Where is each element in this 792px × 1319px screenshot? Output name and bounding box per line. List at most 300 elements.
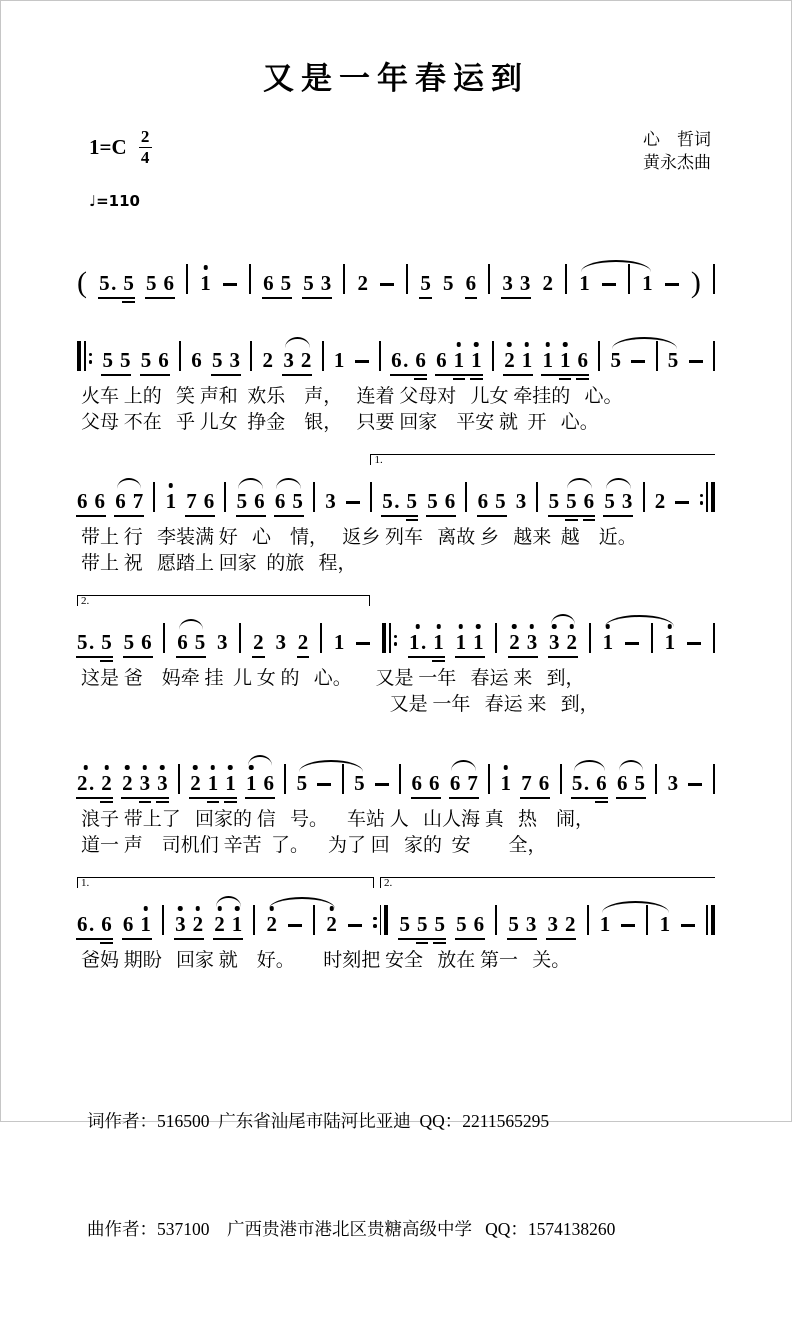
note [604, 491, 615, 512]
barline [343, 264, 345, 294]
note [204, 491, 215, 512]
note-number: 3 [547, 912, 558, 936]
note [577, 350, 588, 371]
note [565, 914, 576, 935]
note-group [420, 273, 431, 294]
note [427, 491, 438, 512]
beam-underline [501, 297, 531, 299]
note-number: 2 [566, 630, 577, 654]
note [225, 773, 236, 794]
beam-underline [98, 297, 135, 299]
volta-label: 2. [81, 595, 90, 607]
note-number: 1 [602, 630, 614, 654]
note [77, 491, 88, 512]
note-number: 5 [420, 271, 431, 295]
note [466, 273, 477, 294]
note-group [572, 773, 607, 794]
note-group [427, 491, 455, 512]
lyrics-row: 道一 声 司机们 辛苦 了。 为了 回 家的 安 全， [81, 835, 547, 856]
beam-underline [114, 515, 144, 517]
score-system [77, 234, 715, 299]
note [166, 491, 177, 512]
note [95, 491, 106, 512]
repeat-dots [89, 353, 93, 364]
end-repeat-sign [700, 482, 715, 512]
note-number: 5 [571, 771, 583, 795]
beam-underline [121, 797, 169, 799]
note-number: 5 [119, 348, 131, 372]
note-number: 2 [214, 912, 225, 936]
note [292, 491, 303, 512]
note [504, 350, 515, 371]
note [232, 914, 243, 935]
note [283, 350, 294, 371]
note [186, 491, 197, 512]
thick-barline [384, 905, 388, 935]
beam-underline [408, 656, 445, 658]
note-number: 6 [163, 271, 174, 295]
dash-continuation [665, 283, 679, 286]
note [77, 773, 94, 794]
note-group [122, 773, 168, 794]
note [141, 350, 152, 371]
note-number: 5 [508, 912, 519, 936]
augmentation-dot: . [89, 771, 95, 795]
note [542, 350, 553, 371]
note-group [141, 350, 169, 371]
dash-continuation [346, 501, 360, 504]
time-signature [139, 128, 152, 167]
note-number: 3 [275, 630, 286, 654]
note [539, 773, 550, 794]
beam-underline [411, 797, 441, 799]
note [436, 350, 447, 371]
dash-continuation [621, 924, 635, 927]
barline [313, 905, 315, 935]
beam-underline [189, 797, 237, 799]
note-number: 5 [146, 271, 157, 295]
note [298, 632, 309, 653]
barline [495, 905, 497, 935]
dash-continuation [681, 924, 695, 927]
barline [379, 341, 381, 371]
note [321, 273, 332, 294]
note [124, 632, 135, 653]
slur-arc [285, 337, 310, 348]
augmentation-dot: . [583, 771, 590, 795]
note [164, 273, 175, 294]
note [122, 773, 133, 794]
dash-continuation [223, 283, 237, 286]
measure-row [77, 327, 715, 371]
note-group [246, 773, 274, 794]
note-number: 6 [473, 912, 485, 936]
key-signature: 1=C [89, 135, 127, 160]
note-number: 6 [158, 348, 169, 372]
barline [713, 264, 715, 294]
note [140, 773, 151, 794]
barline [713, 341, 715, 371]
note-group [298, 632, 309, 653]
beam-underline [252, 656, 265, 658]
lyrics-row: 带上 祝 愿踏上 回家 的旅 程， [81, 553, 357, 574]
note [596, 773, 607, 794]
note [543, 273, 554, 294]
footer [77, 1031, 715, 1319]
note [429, 773, 440, 794]
tie-arc [269, 897, 335, 909]
note [527, 632, 538, 653]
note [177, 632, 188, 653]
note-group [391, 350, 426, 371]
note-number: 2 [77, 771, 88, 795]
beam-underline [76, 938, 113, 940]
note [301, 350, 312, 371]
note-number: 5 [99, 271, 110, 295]
note-group [177, 632, 205, 653]
augmentation-dot: . [89, 630, 95, 654]
note-number: 3 [217, 630, 228, 654]
note [560, 350, 571, 371]
parenthesis: ( [77, 266, 87, 299]
slur-arc [451, 760, 476, 771]
dash-continuation [687, 642, 701, 645]
note [434, 914, 445, 935]
score-system [77, 593, 715, 717]
note-group [275, 491, 303, 512]
volta-label: 1. [374, 454, 383, 466]
note [665, 632, 676, 653]
note [275, 491, 286, 512]
note-number: 3 [526, 630, 538, 654]
note [123, 914, 134, 935]
note-number: 2 [542, 271, 553, 295]
lyrics-row: 火车 上的 笑 声和 欢乐 声， 连着 父母对 儿女 牵挂的 心。 [81, 386, 623, 407]
time-signature-denominator: 4 [140, 148, 150, 168]
note-number: 2 [122, 771, 133, 795]
note-number: 6 [94, 489, 105, 513]
beam-underline [465, 297, 478, 299]
note-group [604, 491, 632, 512]
beam-underline [520, 797, 550, 799]
tie-arc [299, 760, 363, 772]
score-meta [77, 128, 715, 174]
note [456, 632, 467, 653]
note-number: 6 [391, 348, 402, 372]
dash-continuation [356, 642, 370, 645]
repeat-dot [700, 494, 704, 498]
dash-continuation [625, 642, 639, 645]
lyrics-row: 又是 一年 春运 来 到， [389, 694, 599, 715]
note [217, 632, 228, 653]
note-group [214, 914, 242, 935]
beam-underline [123, 656, 153, 658]
note [417, 914, 428, 935]
beam-underline [185, 515, 215, 517]
note-number: 3 [667, 771, 679, 795]
note-group [99, 273, 134, 294]
note-group [549, 491, 595, 512]
note [193, 914, 204, 935]
repeat-dot [89, 360, 93, 364]
note [600, 914, 611, 935]
note [99, 273, 116, 294]
note [133, 491, 144, 512]
note [237, 491, 248, 512]
credits [643, 128, 711, 174]
note [579, 273, 590, 294]
note-group [303, 273, 331, 294]
beam-underline [140, 374, 170, 376]
beam-underline [101, 374, 131, 376]
note [146, 273, 157, 294]
barline [488, 264, 490, 294]
note [391, 350, 408, 371]
beam-underline [426, 515, 456, 517]
beam-underline [503, 374, 533, 376]
footer-line-composer: 曲作者：537100 广西贵港市港北区贵糖高级中学 QQ：1574138260 [87, 1219, 616, 1239]
note-group [502, 273, 530, 294]
note [158, 350, 169, 371]
beam-underline [145, 297, 175, 299]
note-group [77, 632, 112, 653]
volta-bracket [370, 454, 715, 465]
note-number: 2 [564, 912, 576, 936]
note [412, 773, 423, 794]
note-number: 6 [77, 489, 88, 513]
note [115, 491, 126, 512]
note [471, 350, 482, 371]
thick-barline [77, 341, 81, 371]
dash-continuation [317, 783, 331, 786]
note-number: 1 [500, 771, 511, 795]
note-group [409, 632, 444, 653]
note [263, 350, 274, 371]
thick-barline [382, 623, 386, 653]
barline [598, 341, 600, 371]
barline [153, 482, 155, 512]
dash-continuation [675, 501, 689, 504]
note [399, 914, 410, 935]
note-group [77, 773, 112, 794]
note-number: 1 [473, 630, 484, 654]
barline [495, 623, 497, 653]
begin-repeat-sign [77, 341, 92, 371]
barline [488, 764, 490, 794]
note [275, 632, 286, 653]
note [415, 350, 426, 371]
note-number: 2 [300, 348, 312, 372]
note [467, 773, 478, 794]
note [610, 350, 621, 371]
beam-underline [297, 656, 310, 658]
beam-underline [211, 374, 241, 376]
tie-arc [612, 337, 677, 349]
note-number: 6 [411, 771, 422, 795]
beam-underline [546, 938, 576, 940]
note-number: 6 [141, 630, 152, 654]
note [454, 350, 465, 371]
note-number: 6 [429, 771, 440, 795]
score-system [77, 875, 715, 973]
slur-arc [117, 478, 142, 489]
repeat-dots [394, 635, 398, 646]
note-number: 6 [191, 348, 202, 372]
tie-arc [605, 615, 674, 627]
notation-area [77, 234, 715, 973]
note [195, 632, 206, 653]
beam-underline [381, 515, 418, 517]
note [508, 914, 519, 935]
note-number: 5 [566, 489, 577, 513]
repeat-dot [394, 642, 398, 646]
tempo-marking: ♩=110 [89, 192, 140, 210]
dash-continuation [602, 283, 616, 286]
beam-underline [435, 374, 483, 376]
barline [492, 341, 494, 371]
note-number: 6 [254, 489, 265, 513]
note-group [263, 273, 291, 294]
barline [224, 482, 226, 512]
note-number: 5 [406, 489, 417, 513]
note-number: 1 [664, 630, 676, 654]
volta-label: 2. [384, 877, 393, 889]
note-number: 3 [283, 348, 294, 372]
barline [536, 482, 538, 512]
note-number: 5 [416, 912, 428, 936]
note-number: 6 [203, 489, 215, 513]
note [303, 273, 314, 294]
note-number: 1 [599, 912, 611, 936]
note-group [237, 491, 265, 512]
note-number: 5 [634, 771, 645, 795]
note-number: 7 [186, 489, 197, 513]
beam-underline [508, 656, 538, 658]
barline [713, 764, 715, 794]
note [101, 773, 112, 794]
augmentation-dot: . [89, 912, 95, 936]
lyrics-row: 浪子 带上了 回家的 信 号。 车站 人 山人海 真 热 闹， [81, 809, 595, 830]
note-number: 1 [200, 271, 211, 295]
note-group [115, 491, 143, 512]
barline [322, 341, 324, 371]
note-number: 1 [542, 348, 553, 372]
note-number: 2 [266, 912, 277, 936]
note [200, 273, 211, 294]
note [334, 632, 345, 653]
note-number: 5 [102, 348, 113, 372]
thin-barline [706, 482, 708, 512]
end-repeat-sign [373, 905, 388, 935]
repeat-dots [700, 494, 704, 505]
note [456, 914, 467, 935]
note [445, 491, 456, 512]
note [549, 491, 560, 512]
note [660, 914, 671, 935]
note-group [283, 350, 311, 371]
note-number: 3 [325, 489, 336, 513]
measure-row [77, 468, 715, 512]
lyrics-row: 这是 爸 妈牵 挂 儿 女 的 心。 又是 一年 春运 来 到， [81, 668, 585, 689]
beam-underline [282, 374, 312, 376]
note-group [450, 773, 478, 794]
note-number: 5 [123, 271, 134, 295]
note [191, 350, 202, 371]
note-number: 5 [604, 489, 615, 513]
note [522, 350, 533, 371]
barline [713, 623, 715, 653]
note [157, 773, 168, 794]
note-group [504, 350, 532, 371]
note-group [456, 914, 484, 935]
note [420, 273, 431, 294]
note-group [102, 350, 130, 371]
note-number: 1 [231, 912, 243, 936]
barline [249, 264, 251, 294]
thick-barline [711, 482, 715, 512]
note-group [190, 773, 236, 794]
note-number: 3 [320, 271, 332, 295]
augmentation-dot: . [403, 348, 409, 372]
slur-arc [574, 760, 605, 771]
note-number: 3 [519, 271, 531, 295]
footer-line-lyricist: 词作者：516500 广东省汕尾市陆河比亚迪 QQ：2211565295 [87, 1111, 550, 1131]
note-number: 2 [509, 630, 520, 654]
note-number: 5 [296, 771, 308, 795]
barline [313, 482, 315, 512]
note-number: 3 [515, 489, 527, 513]
beam-underline [76, 656, 113, 658]
note [516, 491, 527, 512]
note [102, 350, 113, 371]
volta-label: 1. [81, 877, 90, 889]
note [566, 491, 577, 512]
barline [178, 764, 180, 794]
note-number: 7 [132, 489, 144, 513]
note-number: 2 [253, 630, 264, 654]
note-number: 5 [292, 489, 303, 513]
thin-barline [380, 905, 382, 935]
note [141, 632, 152, 653]
note-number: 6 [477, 489, 489, 513]
beam-underline [122, 938, 152, 940]
note-group [123, 914, 151, 935]
dash-continuation [380, 283, 394, 286]
note [500, 773, 511, 794]
beam-underline [455, 656, 485, 658]
slur-arc [179, 619, 204, 630]
note [572, 773, 589, 794]
barline [284, 764, 286, 794]
note [478, 491, 489, 512]
note [407, 491, 418, 512]
note-number: 5 [236, 489, 248, 513]
note [175, 914, 186, 935]
volta-bracket [77, 877, 374, 888]
note-number: 1 [140, 912, 151, 936]
note-group [521, 773, 549, 794]
beam-underline [302, 297, 332, 299]
note [382, 491, 399, 512]
beam-underline [571, 797, 608, 799]
barline [587, 905, 589, 935]
note-number: 1 [165, 489, 177, 513]
note [140, 914, 151, 935]
note [326, 914, 337, 935]
note-number: 6 [444, 489, 456, 513]
note-number: 5 [101, 630, 112, 654]
beam-underline [213, 938, 243, 940]
